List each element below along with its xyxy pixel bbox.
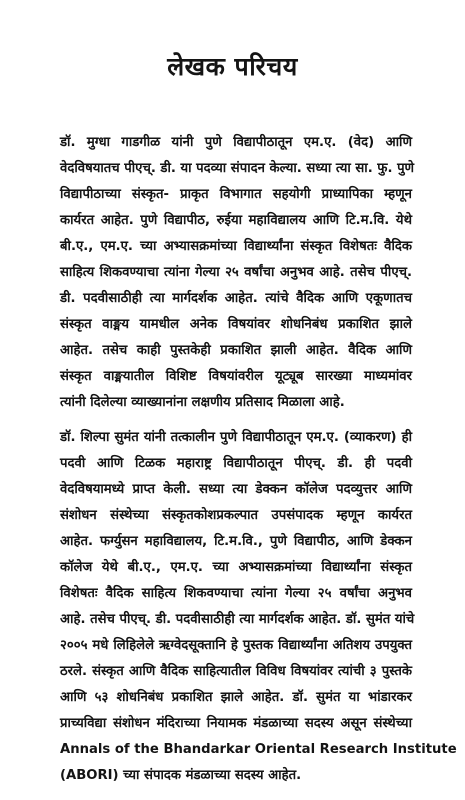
text-line: वेदविषयामध्ये प्राप्त केली. सध्या त्या डेक्कन कॉलेज पदव्युत्तर आणि [60, 482, 412, 497]
text-line: बी.ए., एम.ए. च्या अभ्यासक्रमांच्या विद्यार्थ्यांना संस्कृत विशेषतः वैदिक [60, 239, 412, 254]
text-line: संशोधन संस्थेच्या संस्कृतकोशप्रकल्पात उपसंपादक म्हणून कार्यरत [60, 508, 412, 523]
text-line: विशेषतः वैदिक साहित्य शिकवण्याचा त्यांना गेल्या २५ वर्षांचा अनुभव [60, 586, 412, 601]
text-line: आहे. तसेच पीएच्. डी. पदवीसाठीही त्या मार्गदर्शक आहेत. डॉ. सुमंत यांचे [60, 612, 415, 627]
text-line: आहेत. तसेच काही पुस्तकेही प्रकाशित झाली आहेत. वैदिक आणि [60, 343, 412, 358]
text-line: पदवी आणि टिळक महाराष्ट्र विद्यापीठातून पीएच्. डी. ही पदवी [60, 456, 412, 471]
text-line: २००५ मधे लिहिलेले ऋग्वेदसूक्तानि हे पुस्तक विद्यार्थ्यांना अतिशय उपयुक्त [60, 638, 412, 653]
author-bio-paragraph-gadgil [60, 130, 415, 416]
text-line: डॉ. शिल्पा सुमंत यांनी तत्कालीन पुणे विद्यापीठातून एम.ए. (व्याकरण) ही [60, 430, 412, 445]
text-line: Annals of the Bhandarkar Oriental Research Institute [60, 742, 457, 757]
text-line: साहित्य शिकवण्याचा त्यांना गेल्या २५ वर्षांचा अनुभव आहे. तसेच पीएच्. [60, 265, 412, 280]
text-line: विद्यापीठाच्या संस्कृत- प्राकृत विभागात सहयोगी प्राध्यापिका म्हणून [60, 187, 412, 202]
text-line: आहेत. फर्ग्युसन महाविद्यालय, टि.म.वि., पुणे विद्यापीठ, आणि डेक्कन [60, 534, 412, 549]
text-line: डी. पदवीसाठीही त्या मार्गदर्शक आहेत. त्यांचे वैदिक आणि एकूणातच [60, 291, 412, 306]
text-line: (ABORI) च्या संपादक मंडळाच्या सदस्य आहेत. [60, 768, 302, 783]
text-line: त्यांनी दिलेल्या व्याख्यानांना लक्षणीय प्रतिसाद मिळाला आहे. [60, 395, 345, 410]
text-line: वेदविषयातच पीएच्. डी. या पदव्या संपादन केल्या. सध्या त्या सा. फु. पुणे [60, 161, 415, 176]
text-line: प्राच्यविद्या संशोधन मंदिराच्या नियामक मंडळाच्या सदस्य असून संस्थेच्या [60, 716, 412, 731]
text-line: डॉ. मुग्धा गाडगीळ यांनी पुणे विद्यापीठातून एम.ए. (वेद) आणि [60, 135, 412, 150]
author-bio-paragraph-sumant [60, 425, 457, 789]
text-line: आणि ५३ शोधनिबंध प्रकाशित झाले आहेत. डॉ. सुमंत या भांडारकर [60, 690, 412, 705]
text-line: संस्कृत वाङ्मय यामधील अनेक विषयांवर शोधनिबंध प्रकाशित झाले [60, 317, 412, 332]
text-line: ठरले. संस्कृत आणि वैदिक साहित्यातील विविध विषयांवर त्यांची ३ पुस्तके [60, 664, 412, 679]
text-line: कॉलेज येथे बी.ए., एम.ए. च्या अभ्यासक्रमांच्या विद्यार्थ्यांना संस्कृत [60, 560, 412, 575]
text-line: कार्यरत आहेत. पुणे विद्यापीठ, रुईया महाविद्यालय आणि टि.म.वि. येथे [60, 213, 412, 228]
page-title: लेखक परिचय [167, 52, 298, 81]
text-line: संस्कृत वाङ्मयातील विशिष्ट विषयांवरील यूट्यूब सारख्या माध्यमांवर [60, 369, 412, 384]
